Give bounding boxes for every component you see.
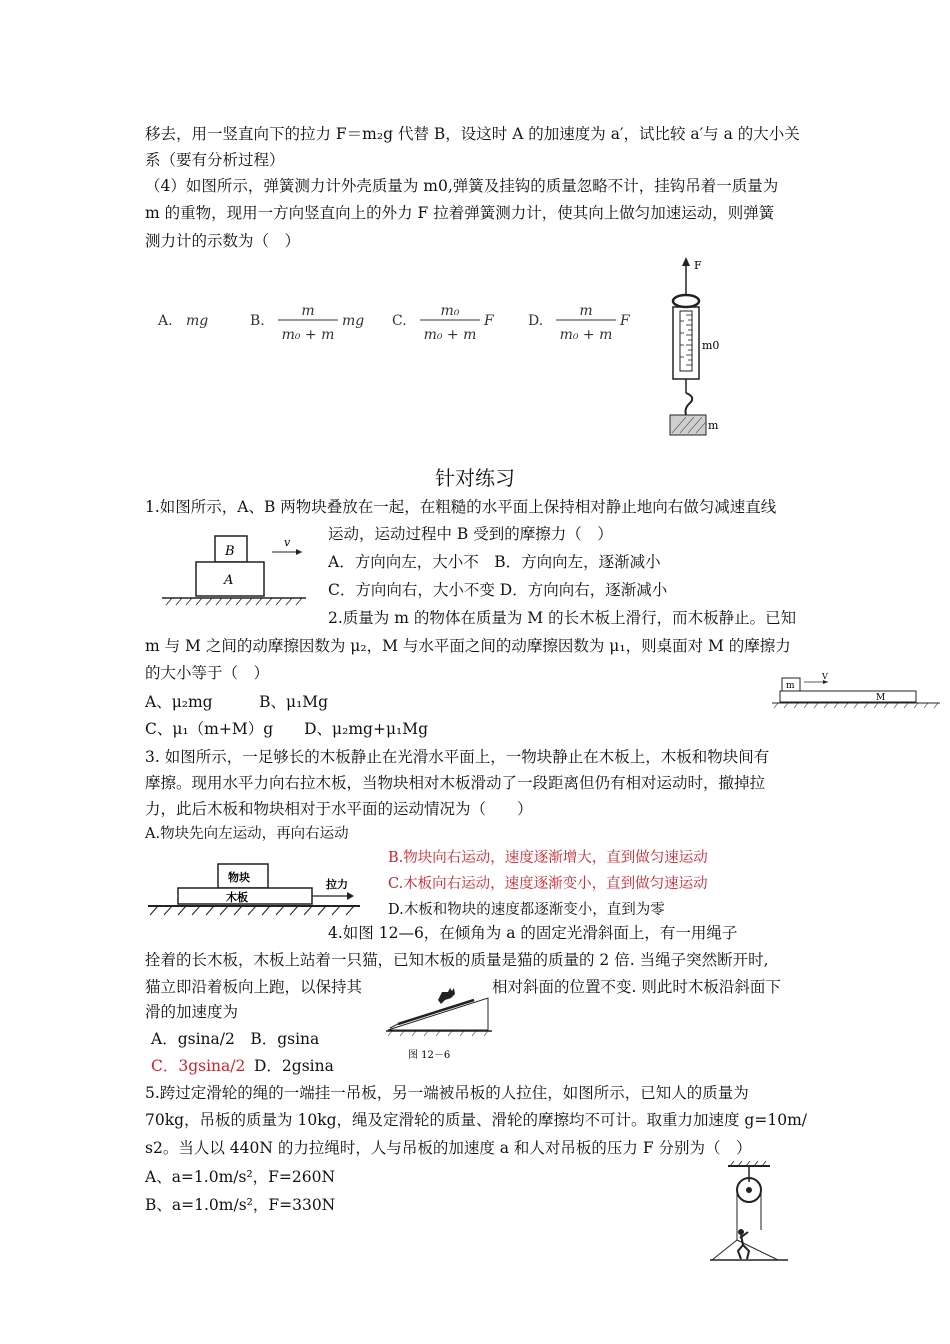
- opt-d-den: m₀ + m: [559, 327, 613, 343]
- opt-b-den: m₀ + m: [281, 327, 335, 343]
- big-m-label: M: [876, 693, 886, 703]
- p4-line2: 拴着的长木板，木板上站着一只猫，已知木板的质量是猫的质量的 2 倍. 当绳子突然断开时,: [145, 951, 769, 969]
- p4-line3a: 猫立即沿着板向上跑，以保持其: [145, 978, 363, 996]
- force-label: F: [694, 259, 702, 272]
- opt-c-num: m₀: [440, 303, 460, 319]
- p4-line1: 4.如图 12—6，在倾角为 a 的固定光滑斜面上，有一用绳子: [328, 924, 738, 942]
- case-label: m0: [702, 339, 720, 352]
- p2-line2: m 与 M 之间的动摩擦因数为 μ₂，M 与水平面之间的动摩擦因数为 μ₁，则桌面对 M 的摩擦力: [145, 637, 791, 655]
- q4-stem-line2: m 的重物，现用一方向竖直向上的外力 F 拉着弹簧测力计，使其向上做匀加速运动，则弹簧: [145, 204, 775, 222]
- p3-option-c: C.木板向右运动，速度逐渐变小，直到做匀速运动: [388, 876, 708, 892]
- p5-pulley-figure: [708, 1160, 798, 1270]
- opt-d-label: D.: [528, 313, 544, 329]
- p5-line3: s2。当人以 440N 的力拉绳时，人与吊板的加速度 a 和人对吊板的压力 F 分别为（ ）: [145, 1139, 752, 1157]
- q4-stem-line3: 测力计的示数为（ ）: [145, 232, 301, 250]
- q4-stem-line1: （4）如图所示，弹簧测力计外壳质量为 m0,弹簧及挂钩的质量忽略不计，挂钩吊着一质量为: [145, 177, 779, 195]
- p3-option-b: B.物块向右运动，速度逐渐增大，直到做匀速运动: [388, 850, 708, 866]
- p5-line1: 5.跨过定滑轮的绳的一端挂一吊板，另一端被吊板的人拉住，如图所示，已知人的质量为: [145, 1084, 749, 1102]
- opt-a-expr: mg: [186, 313, 209, 329]
- p3-line1: 3. 如图所示，一足够长的木板静止在光滑水平面上，一物块静止在木板上，木板和物块间有: [145, 748, 770, 766]
- pull-force-label: 拉力: [326, 878, 348, 891]
- p4-option-d: D．2gsina: [254, 1057, 334, 1075]
- mass-label: m: [708, 419, 719, 432]
- p2-options-cd: C、μ₁（m+M）g D、μ₂mg+μ₁Mg: [145, 720, 429, 738]
- p5-option-b: B、a=1.0m/s²，F=330N: [145, 1196, 336, 1214]
- velocity-label: v: [284, 536, 291, 549]
- q4-options-formulas: [150, 295, 640, 355]
- p1-stacked-blocks-figure: [160, 530, 310, 608]
- block-label: 物块: [228, 871, 250, 884]
- opt-b-tail: mg: [342, 313, 365, 329]
- p4-option-c: C．3gsina/2: [151, 1057, 246, 1075]
- p2-line1: 2.质量为 m 的物体在质量为 M 的长木板上滑行，而木板静止。已知: [328, 609, 797, 627]
- fig-caption: 图 12－6: [408, 1050, 451, 1061]
- p3-line3: 力，此后木板和物块相对于水平面的运动情况为（ ）: [145, 800, 533, 818]
- spring-scale-figure: [662, 255, 752, 440]
- p2-options-ab: A、μ₂mg B、μ₁Mg: [145, 693, 329, 711]
- opt-c-den: m₀ + m: [423, 327, 477, 343]
- p4-incline-cat-figure: [384, 978, 496, 1066]
- p4-line3b: 相对斜面的位置不变. 则此时木板沿斜面下: [492, 978, 781, 996]
- p1-line1: 1.如图所示，A、B 两物块叠放在一起，在粗糙的水平面上保持相对静止地向右做匀减速直线: [145, 498, 777, 516]
- p1-options-ab: A．方向向左，大小不 B．方向向左，逐渐减小: [328, 553, 661, 571]
- p5-option-a: A、a=1.0m/s²，F=260N: [145, 1168, 336, 1186]
- p4-line4: 滑的加速度为: [145, 1003, 239, 1021]
- opt-d-tail: F: [620, 313, 630, 329]
- block-a-label: A: [224, 573, 234, 588]
- p1-line2: 运动，运动过程中 B 受到的摩擦力（ ）: [328, 525, 613, 543]
- p1-options-cd: C．方向向右，大小不变 D．方向向右，逐渐减小: [328, 581, 668, 599]
- p2-line3: 的大小等于（ ）: [145, 664, 270, 682]
- board-label: 木板: [226, 891, 248, 904]
- section-title: 针对练习: [435, 466, 515, 490]
- q3-intro-line1: 移去，用一竖直向下的拉力 F＝m₂g 代替 B，设这时 A 的加速度为 a′，试比较 a′与 a 的大小关: [145, 125, 800, 143]
- opt-d-num: m: [579, 303, 593, 319]
- p3-option-a: A.物块先向左运动，再向右运动: [145, 826, 349, 842]
- p3-line2: 摩擦。现用水平力向右拉木板，当物块相对木板滑动了一段距离但仍有相对运动时，撤掉拉: [145, 774, 766, 792]
- opt-a-label: A.: [158, 313, 173, 329]
- p3-option-d: D.木板和物块的速度都逐渐变小，直到为零: [388, 902, 665, 918]
- p5-line2: 70kg，吊板的质量为 10kg，绳及定滑轮的质量、滑轮的摩擦均不可计。取重力加速度 g=10m/: [145, 1111, 807, 1129]
- opt-c-label: C.: [392, 313, 407, 329]
- opt-c-tail: F: [484, 313, 494, 329]
- v-label: V: [822, 672, 828, 681]
- p4-options-ab: A．gsina/2 B．gsina: [151, 1030, 320, 1048]
- block-b-label: B: [225, 544, 235, 559]
- p2-board-figure: [770, 670, 942, 710]
- small-m-label: m: [786, 681, 795, 691]
- opt-b-num: m: [301, 303, 315, 319]
- q3-intro-line2: 系（要有分析过程）: [145, 151, 285, 169]
- p3-block-board-figure: [146, 858, 364, 918]
- opt-b-label: B.: [250, 313, 265, 329]
